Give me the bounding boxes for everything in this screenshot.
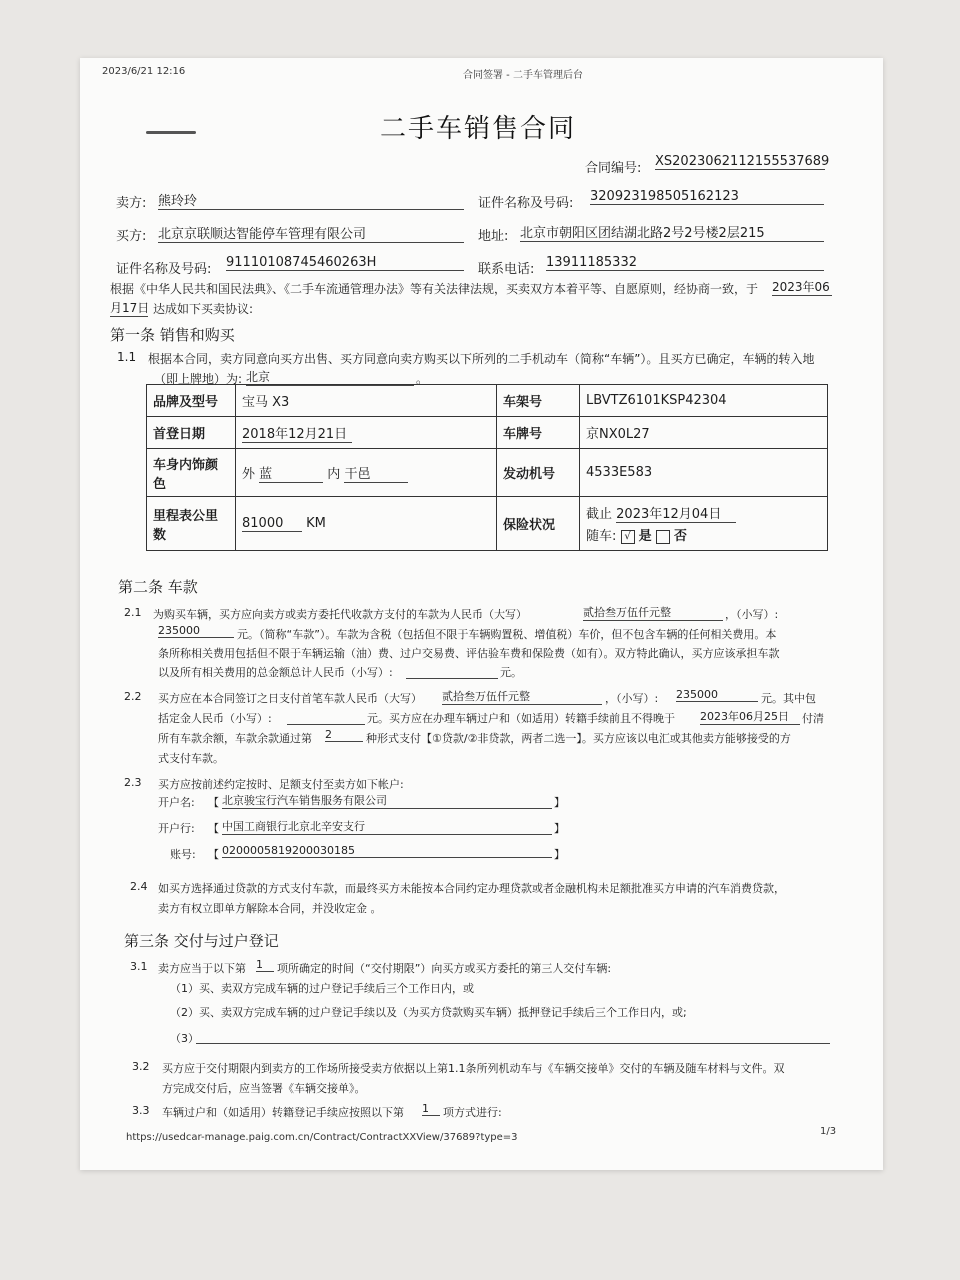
p22-number: 2.2 — [124, 690, 142, 703]
intro-date-part1: 2023年06 — [772, 278, 832, 296]
p31-item: 1 — [256, 958, 274, 972]
intro-line1: 根据《中华人民共和国民法典》、《二手车流通管理办法》等有关法律法规，买卖双方本着平等、自愿原则，经协商一致，于 — [110, 282, 759, 296]
insurance-label: 保险状况 — [497, 497, 580, 551]
contract-page — [80, 58, 883, 1170]
p11-text1: 根据本合同，卖方同意向买方出售、买方同意向卖方购买以下所列的二手机动车（简称“车辆”）。且买方已确定，车辆的转入地 — [148, 352, 815, 366]
with-car-label: 随车: — [586, 529, 617, 544]
exterior-label: 外 — [242, 466, 256, 482]
transfer-place: 北京 — [246, 368, 414, 386]
engine-value: 4533E583 — [580, 449, 828, 497]
p32-text-b: 方完成交付后，应当签署《车辆交接单》。 — [162, 1082, 366, 1095]
plate-label: 车牌号 — [497, 417, 580, 449]
p24-number: 2.4 — [130, 880, 148, 893]
p33-text-a: 车辆过户和（如适用）转籍登记手续应按照以下第 — [162, 1106, 404, 1119]
p21-number: 2.1 — [124, 606, 142, 619]
buyer-id-label: 证件名称及号码: — [116, 262, 212, 277]
bank-label: 开户行: — [158, 822, 195, 835]
p22-text-b1: 括定金人民币（小写）: — [158, 712, 272, 725]
p22-text-b2: 元。买方应在办理车辆过户和（如适用）转籍手续前且不得晚于 — [367, 712, 675, 725]
brand-label: 品牌及型号 — [147, 385, 236, 417]
no-checkbox[interactable] — [656, 530, 670, 544]
p11-text2: （即上牌地）为: — [154, 372, 243, 386]
contract-number-label: 合同编号: — [585, 161, 642, 176]
bank-name: 中国工商银行北京北辛安支行 — [222, 818, 552, 835]
exterior-color: 蓝 — [259, 463, 323, 483]
vin-label: 车架号 — [497, 385, 580, 417]
bank-rbracket: 】 — [554, 822, 565, 835]
p31-option2: （2）买、卖双方完成车辆的过户登记手续以及（为买方贷款购买车辆）抵押登记手续后三个工作日内，或; — [170, 1006, 687, 1019]
buyer-name: 北京京联顺达智能停车管理有限公司 — [158, 223, 464, 243]
p24-text-b: 卖方有权立即单方解除本合同，并没收定金 。 — [158, 902, 382, 915]
p31-text-b: 项所确定的时间（“交付期限”）向买方或买方委托的第三人交付车辆: — [277, 962, 612, 975]
p22-text-b3: 付清 — [802, 712, 824, 725]
reg-date-label: 首登日期 — [147, 417, 236, 449]
page-number: 1/3 — [820, 1126, 837, 1137]
print-datetime: 2023/6/21 12:16 — [102, 66, 186, 77]
article1-title: 第一条 销售和购买 — [110, 326, 235, 344]
buyer-label: 买方: — [116, 229, 147, 244]
brand-value: 宝马 X3 — [236, 385, 497, 417]
p24-text-a: 如买方选择通过贷款的方式支付车款，而最终买方未能按本合同约定办理贷款或者金融机构未足额批准买方申请的汽车消费贷款， — [158, 882, 785, 895]
buyer-phone: 13911185332 — [546, 255, 824, 271]
p22-text-c1: 所有车款余额，车款余款通过第 — [158, 732, 312, 745]
p21-text-b: 元。（简称“车款”）。车款为含税（包括但不限于车辆购置税、增值税）车价，但不包含车辆的任何相关费用。本 — [237, 628, 777, 641]
buyer-phone-label: 联系电话: — [478, 262, 535, 277]
mileage-unit: KM — [306, 515, 326, 531]
p32-text-a: 买方应于交付期限内到卖方的工作场所接受卖方依据以上第1.1条所列机动车与《车辆交接单》交付的车辆及随车材料与文件。双 — [162, 1062, 785, 1075]
p22-text-a-end: 元。其中包 — [761, 692, 816, 705]
p31-text-a: 卖方应当于以下第 — [158, 962, 246, 975]
account-name-lbracket: 【 — [208, 796, 219, 809]
seller-id-label: 证件名称及号码: — [478, 196, 574, 211]
interior-color: 干邑 — [344, 463, 408, 483]
account-number: 0200005819200030185 — [222, 844, 552, 858]
buyer-id: 91110108745460263H — [226, 255, 464, 271]
p22-deadline-date: 2023年06月25日 — [700, 708, 800, 725]
insurance-until-label: 截止 — [586, 507, 613, 522]
bank-lbracket: 【 — [208, 822, 219, 835]
contract-title: 二手车销售合同 — [380, 114, 577, 144]
contract-number: XS2023062112155537689 — [655, 154, 830, 169]
p31-option1: （1）买、卖双方完成车辆的过户登记手续后三个工作日内，或 — [170, 982, 474, 995]
p21-text-d: 以及所有相关费用的总金额总计人民币（小写）: — [158, 666, 393, 679]
seller-name: 熊玲玲 — [158, 190, 464, 210]
p21-amount-words: 贰拾叁万伍仟元整 — [583, 604, 723, 621]
account-name-rbracket: 】 — [554, 796, 565, 809]
account-name-label: 开户名: — [158, 796, 195, 809]
interior-label: 内 — [327, 466, 341, 482]
insurance-until-date: 2023年12月04日 — [616, 503, 736, 523]
p33-item: 1 — [422, 1102, 440, 1116]
pen-mark — [146, 131, 196, 134]
p21-text-c: 条所称相关费用包括但不限于车辆运输（油）费、过户交易费、评估验车费和保险费（如有）。双方特此确认，买方应该承担车款 — [158, 647, 780, 660]
p11-period: 。 — [416, 372, 429, 386]
p33-text-b: 项方式进行: — [443, 1106, 502, 1119]
buyer-addr-label: 地址: — [478, 229, 509, 244]
p23-number: 2.3 — [124, 776, 142, 789]
no-label: 否 — [673, 529, 687, 544]
yes-label: 是 — [638, 529, 652, 544]
intro-line2: 达成如下买卖协议: — [153, 302, 254, 316]
account-number-label: 账号: — [170, 848, 196, 861]
intro-date-part2: 月17日 — [110, 301, 150, 315]
print-page-title: 合同签署 - 二手车管理后台 — [463, 70, 583, 81]
p21-amount-number: 235000 — [158, 624, 234, 638]
engine-label: 发动机号 — [497, 449, 580, 497]
p22-text-c2: 种形式支付【①贷款/②非贷款，两者二选一】。买方应该以电汇或其他卖方能够接受的方 — [366, 732, 791, 745]
p33-number: 3.3 — [132, 1104, 150, 1117]
p23-text-a: 买方应按前述约定按时、足额支付至卖方如下帐户: — [158, 778, 404, 791]
buyer-address: 北京市朝阳区团结湖北路2号2号楼2层215 — [520, 222, 824, 242]
p21-small-label: ，（小写）: — [725, 608, 779, 621]
color-label: 车身内饰颜色 — [147, 449, 236, 497]
article3-title: 第三条 交付与过户登记 — [124, 932, 279, 950]
p22-small-label: ，（小写）: — [605, 692, 659, 705]
p11-number: 1.1 — [117, 350, 137, 364]
p21-text-a: 为购买车辆，买方应向卖方或卖方委托代收款方支付的车款为人民币（大写） — [153, 608, 527, 621]
p21-text-d-end: 元。 — [500, 666, 522, 679]
article2-title: 第二条 车款 — [118, 578, 198, 596]
page-url: https://usedcar-manage.paig.com.cn/Contract/ContractXXView/37689?type=3 — [126, 1132, 518, 1143]
vehicle-info-table — [146, 384, 828, 551]
account-name: 北京骏宝行汽车销售服务有限公司 — [222, 792, 552, 809]
p22-deposit-blank — [287, 724, 365, 725]
p31-option3-blank — [196, 1043, 830, 1044]
seller-label: 卖方: — [116, 196, 147, 211]
mileage-value: 81000 — [242, 516, 302, 532]
p22-text-a: 买方应在本合同签订之日支付首笔车款人民币（大写） — [158, 692, 422, 705]
p22-text-d: 式支付车款。 — [158, 752, 224, 765]
p22-amount-words: 贰拾叁万伍仟元整 — [442, 688, 602, 705]
p22-payment-method: 2 — [325, 728, 363, 742]
p32-number: 3.2 — [132, 1060, 150, 1073]
reg-date-value: 2018年12月21日 — [242, 423, 352, 443]
vin-value: LBVTZ6101KSP42304 — [580, 385, 828, 417]
seller-id: 320923198505162123 — [590, 189, 824, 205]
account-number-rbracket: 】 — [554, 848, 565, 861]
p31-number: 3.1 — [130, 960, 148, 973]
p21-total-blank — [406, 678, 498, 679]
p22-amount-number: 235000 — [676, 688, 758, 702]
mileage-label: 里程表公里数 — [147, 497, 236, 551]
plate-value: 京NX0L27 — [580, 417, 828, 449]
p31-option3: （3） — [170, 1032, 199, 1045]
yes-checkbox[interactable]: √ — [621, 530, 635, 544]
account-number-lbracket: 【 — [208, 848, 219, 861]
